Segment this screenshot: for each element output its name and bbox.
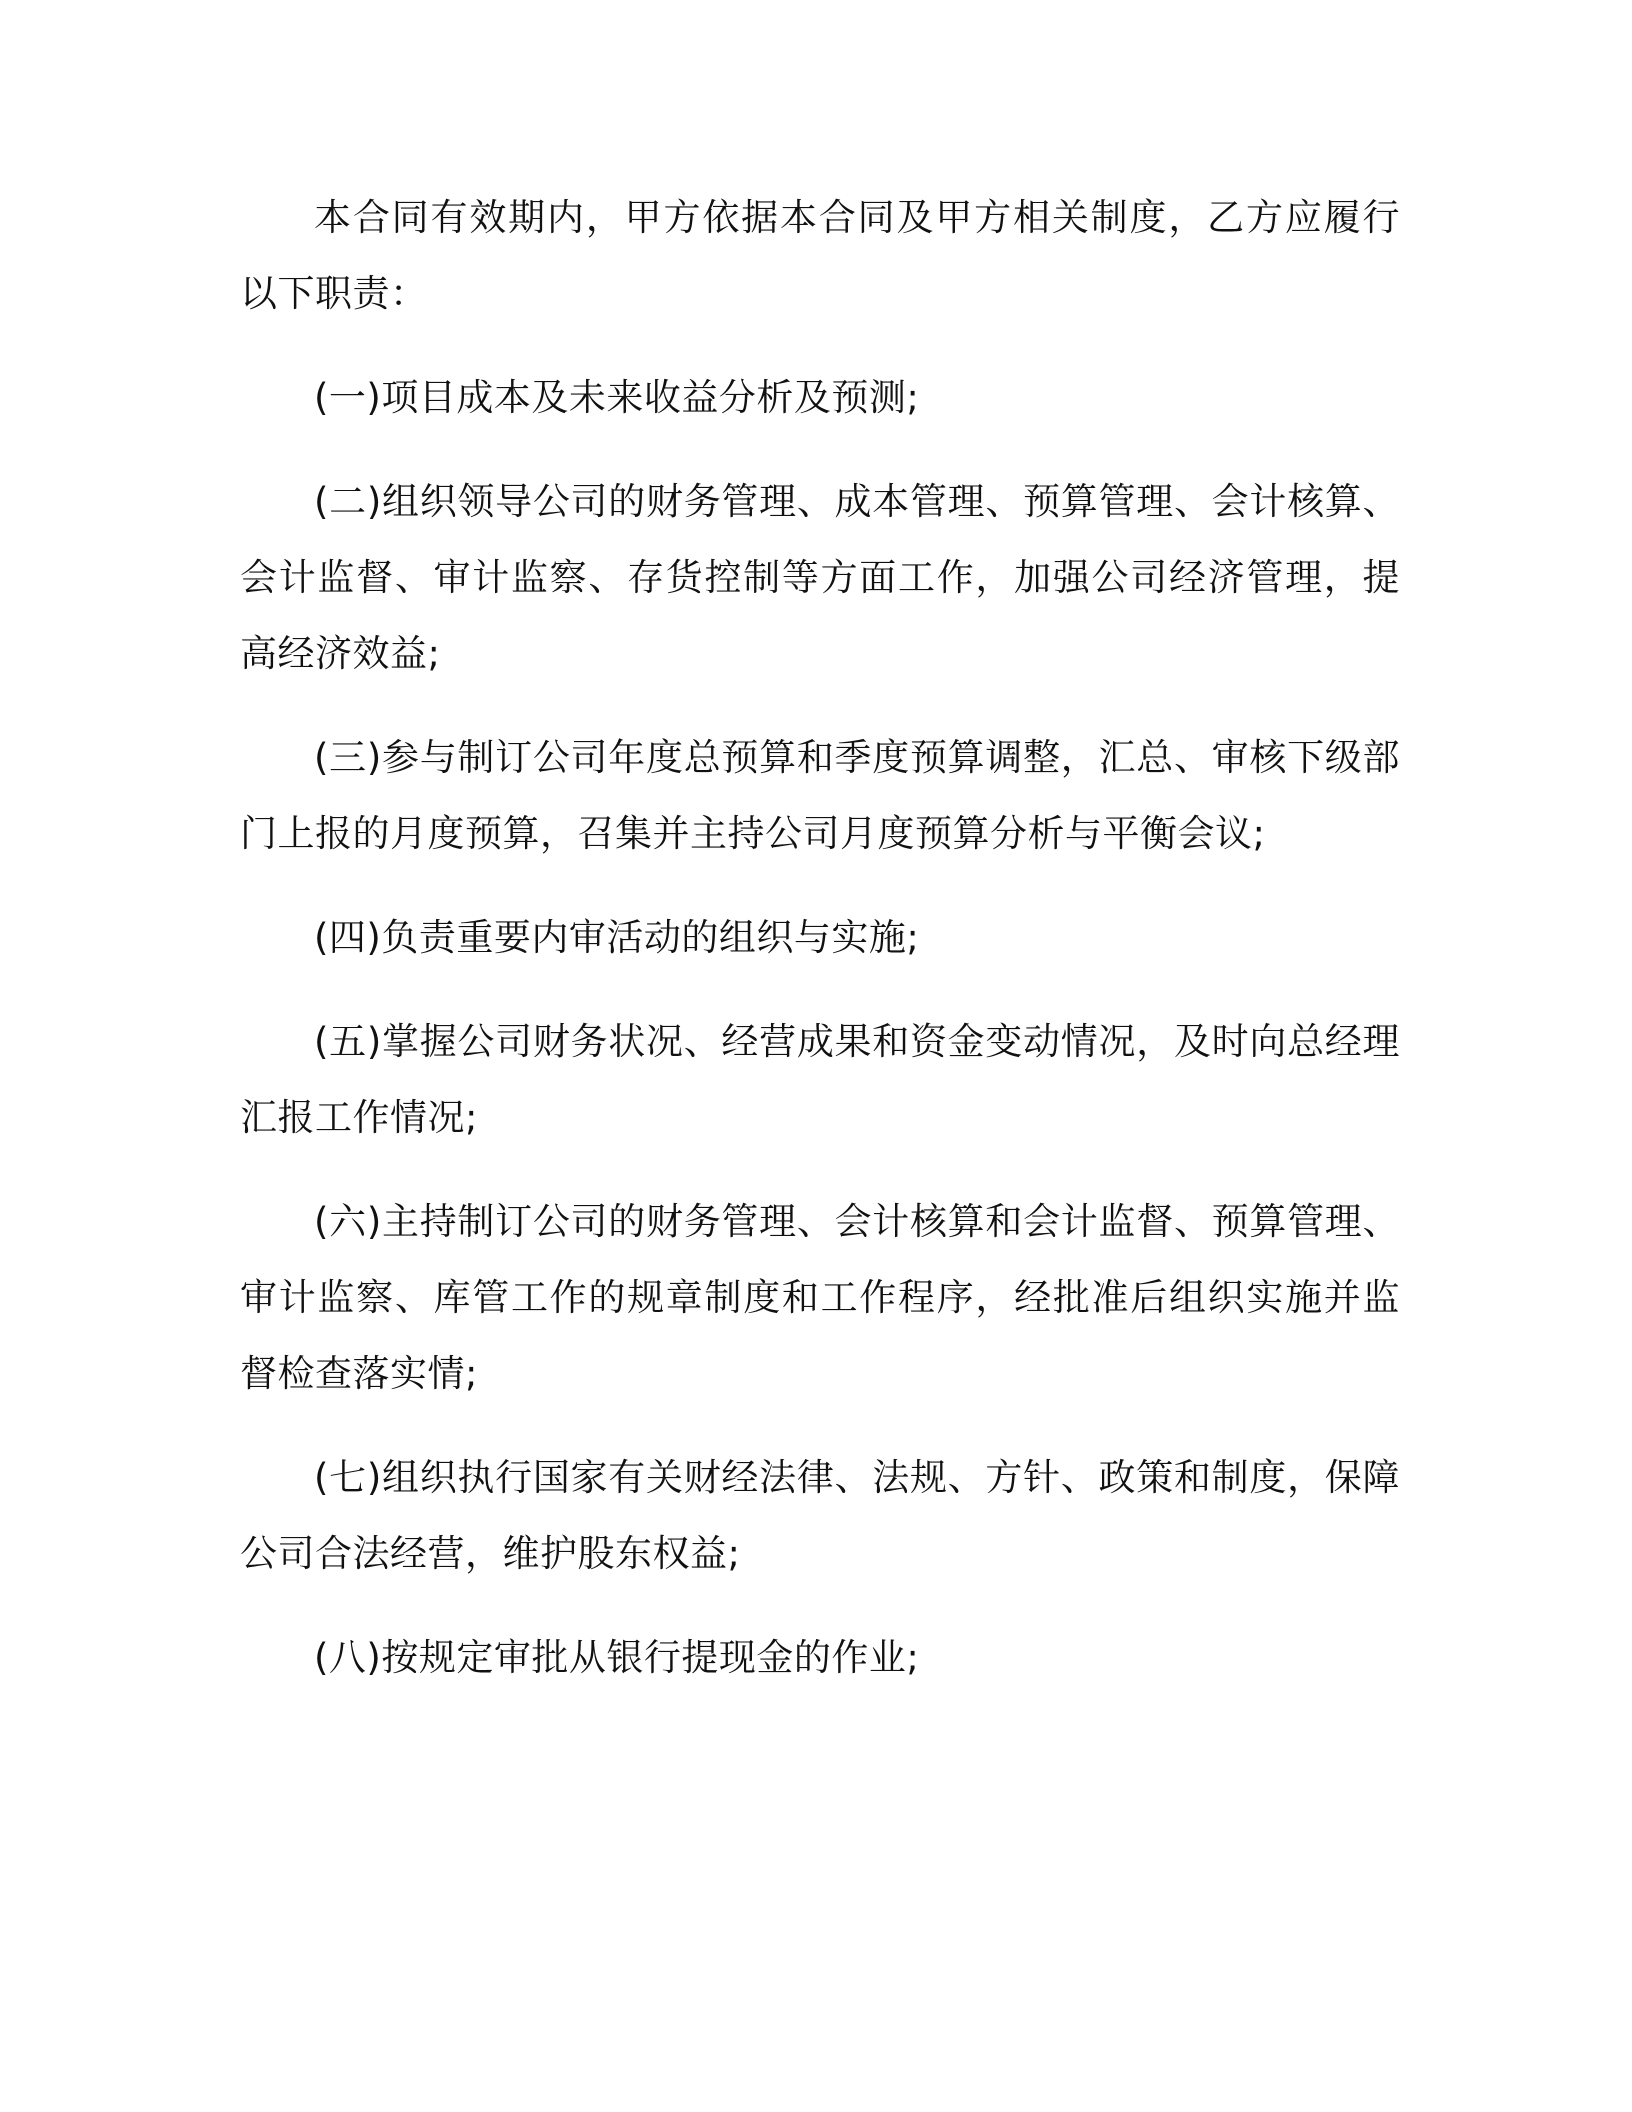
duty-item-5: (五)掌握公司财务状况、经营成果和资金变动情况，及时向总经理汇报工作情况;: [240, 1020, 1400, 1139]
duty-item-4: (四)负责重要内审活动的组织与实施;: [314, 916, 920, 959]
duty-item-6: (六)主持制订公司的财务管理、会计核算和会计监督、预算管理、审计监察、库管工作的规章制度和工作程序，经批准后组织实施并监督检查落实情;: [240, 1200, 1400, 1395]
document-body: [240, 180, 1400, 1724]
duty-item-8: (八)按规定审批从银行提现金的作业;: [314, 1636, 920, 1679]
intro-paragraph: 本合同有效期内，甲方依据本合同及甲方相关制度，乙方应履行以下职责：: [240, 196, 1400, 315]
duty-item-1: (一)项目成本及未来收益分析及预测;: [314, 376, 920, 419]
duty-item-7: (七)组织执行国家有关财经法律、法规、方针、政策和制度，保障公司合法经营，维护股东权益;: [240, 1456, 1400, 1575]
duty-item-3: (三)参与制订公司年度总预算和季度预算调整，汇总、审核下级部门上报的月度预算，召集并主持公司月度预算分析与平衡会议;: [240, 736, 1400, 855]
duty-item-2: (二)组织领导公司的财务管理、成本管理、预算管理、会计核算、会计监督、审计监察、存货控制等方面工作，加强公司经济管理，提高经济效益;: [240, 480, 1400, 675]
